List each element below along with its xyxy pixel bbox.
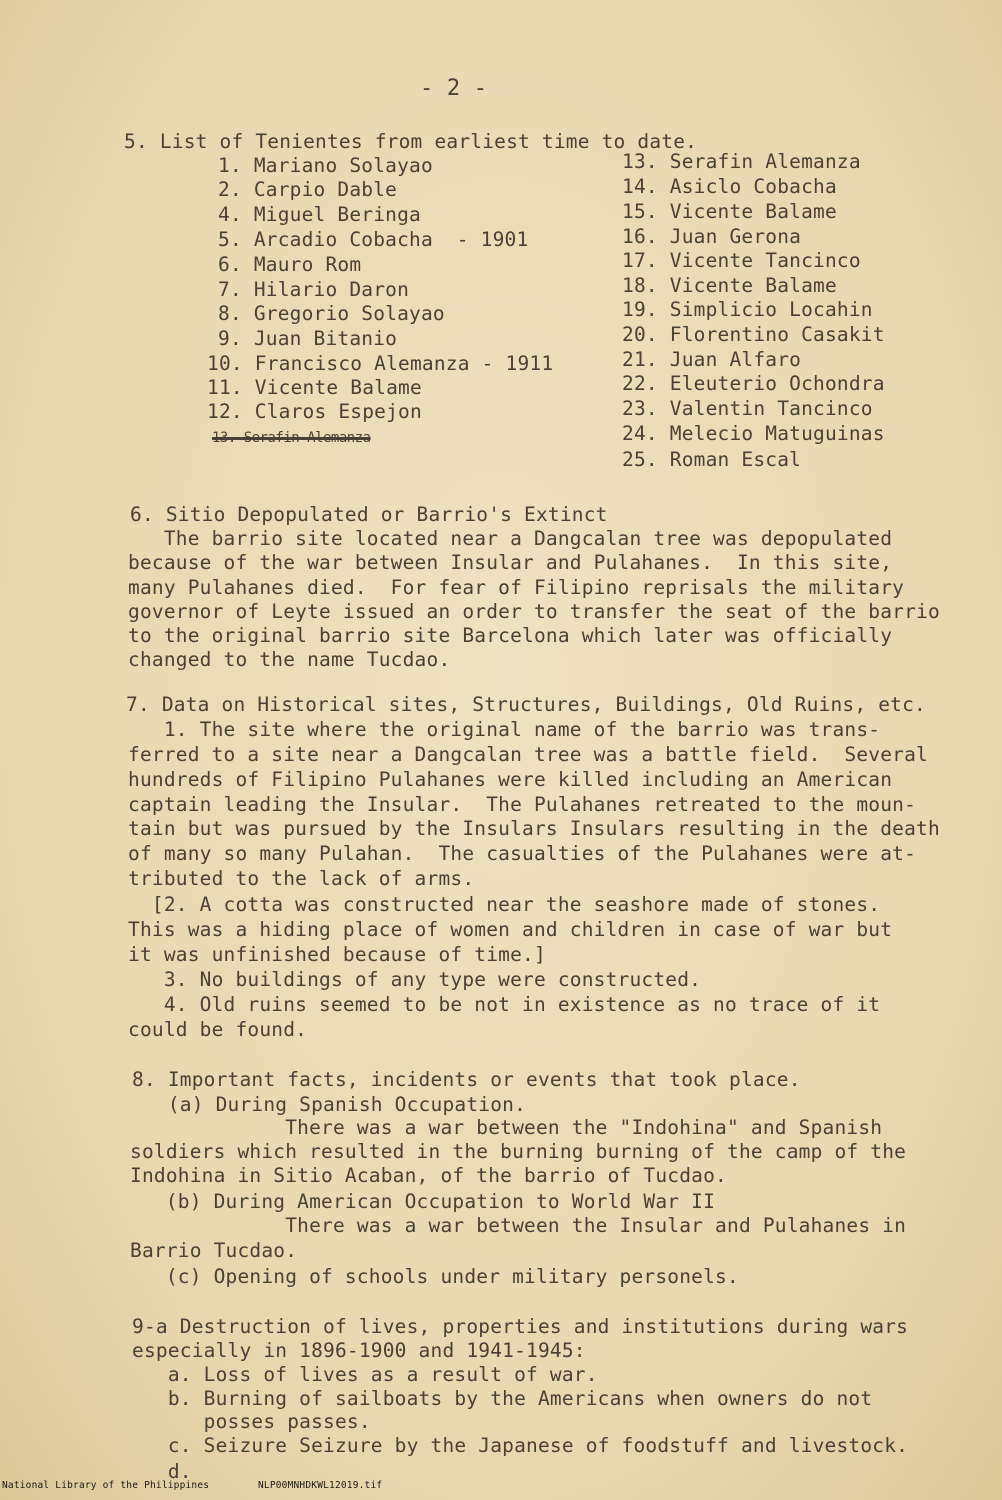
teniente-left-11: 12. Claros Espejon — [207, 400, 422, 423]
section-5-heading: 5. List of Tenientes from earliest time to date. — [124, 130, 698, 153]
teniente-right-10: 22. Eleuterio Ochondra — [622, 372, 885, 395]
teniente-right-11: 23. Valentin Tancinco — [622, 397, 873, 420]
section-6-line: because of the war between Insular and Pulahanes. In this site, — [128, 551, 893, 574]
section-8-line: (c) Opening of schools under military personels. — [130, 1265, 739, 1288]
section-9-heading: 9-a Destruction of lives, properties and institutions during wars — [132, 1315, 909, 1338]
teniente-right-4: 16. Juan Gerona — [622, 225, 802, 248]
teniente-right-9: 21. Juan Alfaro — [622, 348, 802, 371]
teniente-left-4: 5. Arcadio Cobacha - 1901 — [218, 228, 529, 251]
section-9-line: a. Loss of lives as a result of war. — [132, 1363, 598, 1386]
section-6-line: many Pulahanes died. For fear of Filipino reprisals the military — [128, 576, 905, 599]
teniente-right-5: 17. Vicente Tancinco — [622, 249, 861, 272]
section-7-line: of many so many Pulahan. The casualties of the Pulahanes were at- — [128, 842, 917, 865]
section-6-line: governor of Leyte issued an order to transfer the seat of the barrio — [128, 600, 940, 623]
teniente-right-2: 14. Asiclo Cobacha — [622, 175, 837, 198]
section-7-line: tributed to the lack of arms. — [128, 867, 475, 890]
teniente-left-7: 8. Gregorio Solayao — [218, 302, 445, 325]
section-8-line: (a) During Spanish Occupation. — [132, 1093, 527, 1116]
section-8-line: soldiers which resulted in the burning burning of the camp of the — [130, 1140, 907, 1163]
section-7-line: This was a hiding place of women and children in case of war but — [128, 918, 893, 941]
section-7-line: [2. A cotta was constructed near the seashore made of stones. — [128, 893, 881, 916]
section-9-line: d. — [132, 1460, 192, 1483]
section-6-heading: 6. Sitio Depopulated or Barrio's Extinct — [130, 503, 608, 526]
section-9-line: especially in 1896-1900 and 1941-1945: — [132, 1339, 586, 1362]
section-9-line: c. Seizure Seizure by the Japanese of foodstuff and livestock. — [132, 1434, 909, 1457]
teniente-left-1: 1. Mariano Solayao — [218, 154, 433, 177]
section-7-line: 1. The site where the original name of the barrio was trans- — [128, 718, 881, 741]
section-7-line: tain but was pursued by the Insulars Insulars resulting in the death — [128, 817, 940, 840]
struck-entry: 13. Serafin Alemanza — [212, 430, 371, 446]
section-7-line: could be found. — [128, 1018, 308, 1041]
section-8-line: Barrio Tucdao. — [130, 1239, 298, 1262]
teniente-left-9: 10. Francisco Alemanza - 1911 — [207, 352, 554, 375]
teniente-right-1: 13. Serafin Alemanza — [622, 150, 861, 173]
section-7-line: it was unfinished because of time.] — [128, 943, 546, 966]
teniente-right-3: 15. Vicente Balame — [622, 200, 837, 223]
teniente-right-12: 24. Melecio Matuguinas — [622, 422, 885, 445]
footer-library: National Library of the Philippines — [2, 1480, 210, 1491]
section-8-line: There was a war between the Insular and Pulahanes in — [130, 1214, 907, 1237]
teniente-right-6: 18. Vicente Balame — [622, 274, 837, 297]
section-7-line: hundreds of Filipino Pulahanes were killed including an American — [128, 768, 893, 791]
page-number: - 2 - — [420, 76, 488, 101]
section-6-line: to the original barrio site Barcelona which later was officially — [128, 624, 893, 647]
section-8-heading: 8. Important facts, incidents or events that took place. — [132, 1068, 801, 1091]
section-8-line: There was a war between the "Indohina" and Spanish — [130, 1116, 883, 1139]
section-9-line: b. Burning of sailboats by the Americans when owners do not — [132, 1387, 873, 1410]
teniente-right-7: 19. Simplicio Locahin — [622, 298, 873, 321]
section-8-line: (b) During American Occupation to World War II — [130, 1190, 716, 1213]
teniente-left-3: 4. Miguel Beringa — [218, 203, 421, 226]
teniente-left-10: 11. Vicente Balame — [207, 376, 422, 399]
teniente-right-8: 20. Florentino Casakit — [622, 323, 885, 346]
teniente-left-2: 2. Carpio Dable — [218, 178, 398, 201]
teniente-left-6: 7. Hilario Daron — [218, 278, 410, 301]
teniente-right-13: 25. Roman Escal — [622, 448, 802, 471]
section-6-line: The barrio site located near a Dangcalan tree was depopulated — [128, 527, 893, 550]
section-9-line: posses passes. — [132, 1410, 371, 1433]
footer-filename: NLP00MNHDKWL12019.tif — [258, 1480, 383, 1491]
section-7-line: 4. Old ruins seemed to be not in existence as no trace of it — [128, 993, 881, 1016]
teniente-left-5: 6. Mauro Rom — [218, 253, 362, 276]
section-6-line: changed to the name Tucdao. — [128, 648, 451, 671]
teniente-left-8: 9. Juan Bitanio — [218, 327, 398, 350]
section-7-line: ferred to a site near a Dangcalan tree was a battle field. Several — [128, 743, 928, 766]
section-8-line: Indohina in Sitio Acaban, of the barrio of Tucdao. — [130, 1164, 727, 1187]
section-7-heading: 7. Data on Historical sites, Structures, Buildings, Old Ruins, etc. — [126, 693, 926, 716]
section-7-line: 3. No buildings of any type were constructed. — [128, 968, 702, 991]
section-7-line: captain leading the Insular. The Pulahanes retreated to the moun- — [128, 793, 917, 816]
